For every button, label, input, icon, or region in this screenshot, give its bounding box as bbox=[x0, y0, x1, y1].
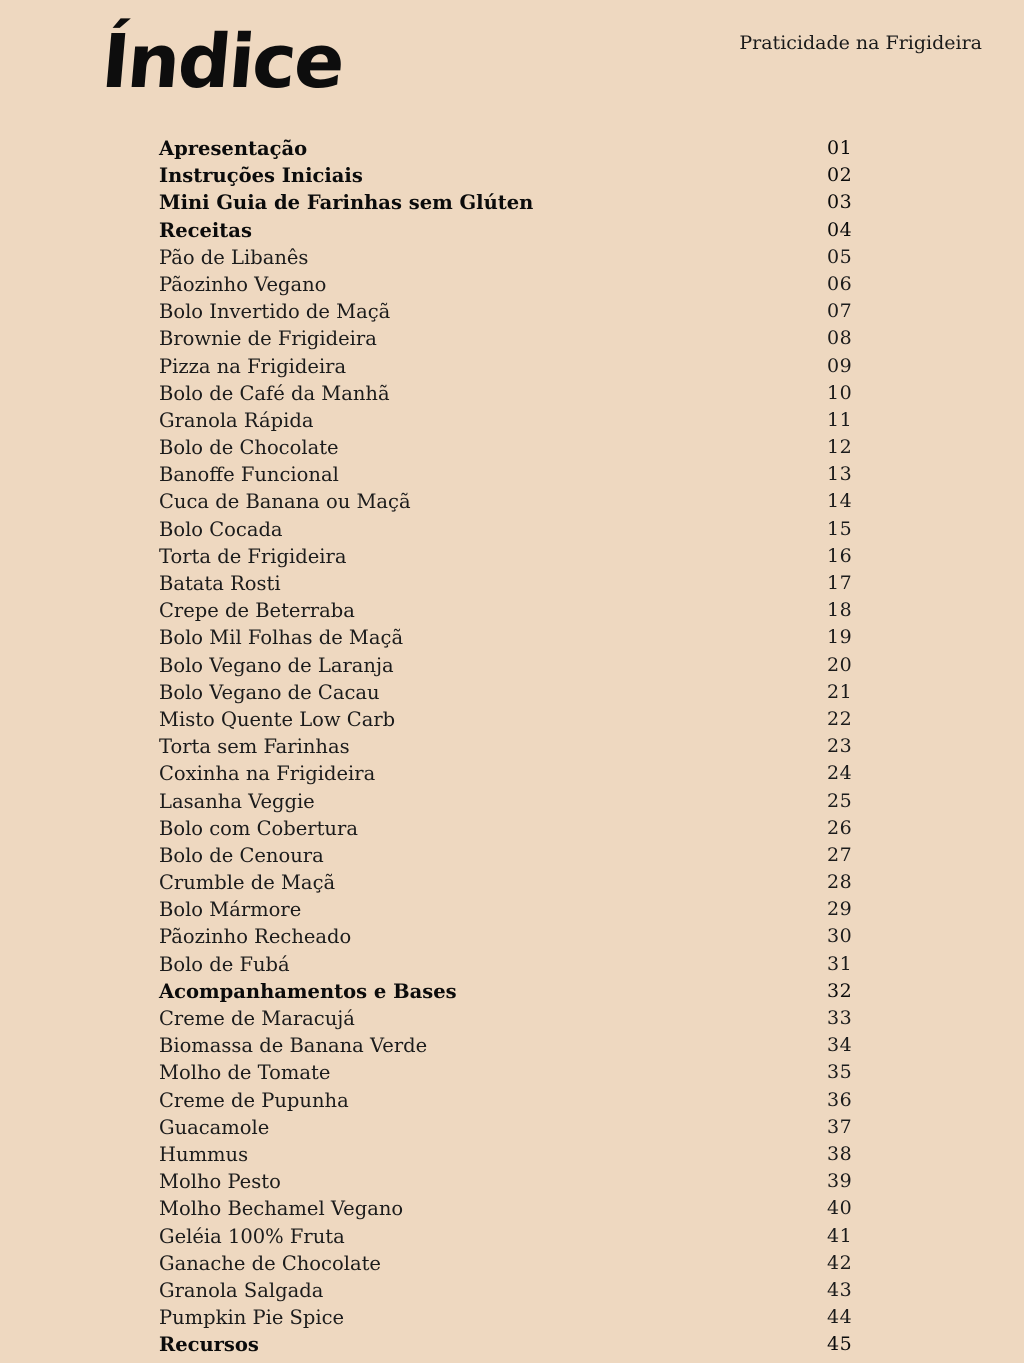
toc-entry[interactable] bbox=[159, 597, 879, 624]
toc-entry-label: Bolo de Cenoura bbox=[159, 843, 324, 867]
toc-entry-label: Bolo Mármore bbox=[159, 898, 302, 922]
toc-entry[interactable] bbox=[159, 624, 879, 651]
toc-entry[interactable] bbox=[159, 788, 879, 815]
toc-entry[interactable] bbox=[159, 516, 879, 543]
toc-entry[interactable] bbox=[159, 1032, 879, 1059]
toc-entry-label: Bolo Invertido de Maçã bbox=[159, 300, 391, 324]
toc-page-number: 22 bbox=[827, 707, 853, 730]
table-of-contents bbox=[159, 135, 879, 1358]
toc-page-number: 38 bbox=[827, 1142, 853, 1165]
toc-entry-label: Molho de Tomate bbox=[159, 1061, 331, 1085]
toc-entry-label: Bolo Cocada bbox=[159, 517, 283, 541]
toc-entry-label: Torta de Frigideira bbox=[159, 544, 347, 568]
toc-entry[interactable] bbox=[159, 1087, 879, 1114]
toc-entry[interactable] bbox=[159, 1141, 879, 1168]
toc-section-entry[interactable] bbox=[159, 189, 879, 216]
toc-entry-label: Apresentação bbox=[159, 137, 308, 160]
toc-entry-label: Pãozinho Recheado bbox=[159, 925, 352, 949]
toc-entry[interactable] bbox=[159, 652, 879, 679]
toc-page-number: 43 bbox=[827, 1278, 853, 1301]
toc-page-number: 28 bbox=[827, 871, 853, 894]
toc-entry[interactable] bbox=[159, 434, 879, 461]
toc-page-number: 42 bbox=[827, 1251, 853, 1274]
toc-entry-label: Biomassa de Banana Verde bbox=[159, 1034, 428, 1058]
toc-page-number: 17 bbox=[827, 572, 853, 594]
toc-entry-label: Misto Quente Low Carb bbox=[159, 707, 396, 731]
toc-section-entry[interactable] bbox=[159, 217, 879, 244]
toc-page-number: 27 bbox=[827, 843, 853, 866]
toc-entry[interactable] bbox=[159, 1059, 879, 1086]
toc-entry-label: Granola Rápida bbox=[159, 408, 314, 432]
toc-page-number: 03 bbox=[827, 191, 853, 214]
toc-entry-label: Brownie de Frigideira bbox=[159, 327, 377, 351]
toc-entry[interactable] bbox=[159, 679, 879, 706]
toc-entry-label: Torta sem Farinhas bbox=[159, 735, 350, 759]
toc-entry-label: Guacamole bbox=[159, 1115, 270, 1139]
toc-entry[interactable] bbox=[159, 1168, 879, 1195]
toc-entry-label: Lasanha Veggie bbox=[159, 789, 315, 813]
toc-page-number: 04 bbox=[827, 218, 853, 241]
toc-entry[interactable] bbox=[159, 407, 879, 434]
toc-entry-label: Hummus bbox=[159, 1142, 249, 1166]
toc-page-number: 08 bbox=[827, 327, 853, 350]
toc-entry-label: Ganache de Chocolate bbox=[159, 1251, 381, 1275]
toc-page-number: 36 bbox=[827, 1088, 853, 1111]
toc-page-number: 10 bbox=[827, 381, 853, 404]
toc-entry[interactable] bbox=[159, 325, 879, 352]
toc-entry-label: Molho Bechamel Vegano bbox=[159, 1197, 404, 1221]
toc-entry[interactable] bbox=[159, 1304, 879, 1331]
toc-page-number: 25 bbox=[827, 789, 853, 812]
page-title: Índice bbox=[98, 19, 347, 105]
toc-entry-label: Bolo de Chocolate bbox=[159, 436, 339, 460]
toc-entry-label: Recursos bbox=[159, 1333, 259, 1357]
toc-entry[interactable] bbox=[159, 271, 879, 298]
toc-entry[interactable] bbox=[159, 380, 879, 407]
toc-page-number: 30 bbox=[827, 925, 853, 948]
toc-entry[interactable] bbox=[159, 244, 879, 271]
toc-page-number: 18 bbox=[827, 599, 853, 622]
toc-page-number: 40 bbox=[827, 1197, 853, 1220]
toc-entry[interactable] bbox=[159, 760, 879, 787]
toc-entry-label: Pãozinho Vegano bbox=[159, 272, 327, 296]
toc-page-number: 15 bbox=[827, 517, 853, 540]
toc-entry-label: Bolo Vegano de Laranja bbox=[159, 653, 394, 677]
toc-entry[interactable] bbox=[159, 896, 879, 923]
toc-entry-label: Molho Pesto bbox=[159, 1170, 281, 1194]
toc-entry-label: Batata Rosti bbox=[159, 572, 281, 595]
toc-page-number: 37 bbox=[827, 1115, 853, 1138]
toc-page-number: 34 bbox=[827, 1034, 853, 1057]
toc-entry-label: Creme de Pupunha bbox=[159, 1088, 349, 1112]
toc-entry-label: Geléia 100% Fruta bbox=[159, 1224, 345, 1248]
toc-page-number: 21 bbox=[827, 680, 853, 703]
toc-page-number: 20 bbox=[827, 653, 853, 676]
toc-entry[interactable] bbox=[159, 543, 879, 570]
toc-page-number: 24 bbox=[827, 762, 853, 785]
toc-entry[interactable] bbox=[159, 842, 879, 869]
toc-page-number: 29 bbox=[827, 898, 853, 921]
toc-entry-label: Bolo com Cobertura bbox=[159, 816, 358, 840]
toc-page-number: 16 bbox=[827, 544, 853, 567]
toc-entry-label: Coxinha na Frigideira bbox=[159, 762, 376, 786]
toc-entry-label: Bolo de Café da Manhã bbox=[159, 381, 390, 405]
toc-entry-label: Banoffe Funcional bbox=[159, 463, 339, 487]
toc-page-number: 45 bbox=[827, 1333, 853, 1356]
toc-entry[interactable] bbox=[159, 298, 879, 325]
toc-entry-label: Pumpkin Pie Spice bbox=[159, 1306, 345, 1330]
toc-page-number: 09 bbox=[827, 354, 853, 377]
toc-entry[interactable] bbox=[159, 461, 879, 488]
toc-entry-label: Creme de Maracujá bbox=[159, 1007, 355, 1030]
toc-entry[interactable] bbox=[159, 570, 879, 597]
toc-page-number: 14 bbox=[827, 490, 853, 513]
toc-entry[interactable] bbox=[159, 1005, 879, 1032]
toc-entry[interactable] bbox=[159, 488, 879, 515]
toc-entry[interactable] bbox=[159, 1195, 879, 1222]
toc-page-number: 23 bbox=[827, 735, 853, 758]
toc-page-number: 39 bbox=[827, 1170, 853, 1193]
toc-page-number: 02 bbox=[827, 164, 853, 187]
toc-entry[interactable] bbox=[159, 706, 879, 733]
toc-entry[interactable] bbox=[159, 815, 879, 842]
toc-entry-label: Cuca de Banana ou Maçã bbox=[159, 490, 411, 514]
toc-entry[interactable] bbox=[159, 1277, 879, 1304]
toc-entry[interactable] bbox=[159, 923, 879, 950]
toc-page-number: 41 bbox=[827, 1224, 853, 1247]
toc-section-entry[interactable] bbox=[159, 135, 879, 162]
toc-entry[interactable] bbox=[159, 869, 879, 896]
toc-section-entry[interactable] bbox=[159, 978, 879, 1005]
toc-entry-label: Bolo de Fubá bbox=[159, 952, 290, 976]
toc-page-number: 11 bbox=[827, 408, 853, 431]
toc-page-number: 31 bbox=[827, 952, 853, 975]
toc-page-number: 33 bbox=[827, 1007, 853, 1029]
toc-entry-label: Crepe de Beterraba bbox=[159, 599, 355, 623]
toc-entry[interactable] bbox=[159, 733, 879, 760]
running-header: Praticidade na Frigideira bbox=[739, 32, 982, 54]
toc-entry[interactable] bbox=[159, 1223, 879, 1250]
toc-page-number: 26 bbox=[827, 816, 853, 839]
toc-page-number: 32 bbox=[827, 979, 853, 1002]
toc-section-entry[interactable] bbox=[159, 1331, 879, 1358]
toc-section-entry[interactable] bbox=[159, 162, 879, 189]
toc-entry[interactable] bbox=[159, 1114, 879, 1141]
toc-entry-label: Pizza na Frigideira bbox=[159, 354, 347, 378]
toc-entry-label: Pão de Libanês bbox=[159, 245, 309, 269]
toc-entry-label: Receitas bbox=[159, 218, 252, 242]
toc-entry-label: Instruções Iniciais bbox=[159, 164, 363, 188]
toc-entry-label: Acompanhamentos e Bases bbox=[159, 979, 457, 1003]
toc-page-number: 19 bbox=[827, 626, 853, 649]
toc-entry[interactable] bbox=[159, 353, 879, 380]
toc-entry-label: Mini Guia de Farinhas sem Glúten bbox=[159, 191, 534, 215]
toc-entry-label: Bolo Vegano de Cacau bbox=[159, 680, 380, 704]
toc-page-number: 05 bbox=[827, 245, 853, 268]
toc-page-number: 44 bbox=[827, 1306, 853, 1329]
toc-page-number: 12 bbox=[827, 436, 853, 459]
toc-entry-label: Crumble de Maçã bbox=[159, 871, 336, 895]
toc-entry-label: Granola Salgada bbox=[159, 1278, 324, 1302]
toc-page-number: 35 bbox=[827, 1061, 853, 1084]
toc-page-number: 06 bbox=[827, 272, 853, 295]
toc-page-number: 13 bbox=[827, 463, 853, 486]
toc-entry[interactable] bbox=[159, 951, 879, 978]
toc-page-number: 07 bbox=[827, 300, 853, 323]
toc-entry[interactable] bbox=[159, 1250, 879, 1277]
toc-entry-label: Bolo Mil Folhas de Maçã bbox=[159, 626, 404, 650]
toc-page-number: 01 bbox=[827, 137, 853, 159]
